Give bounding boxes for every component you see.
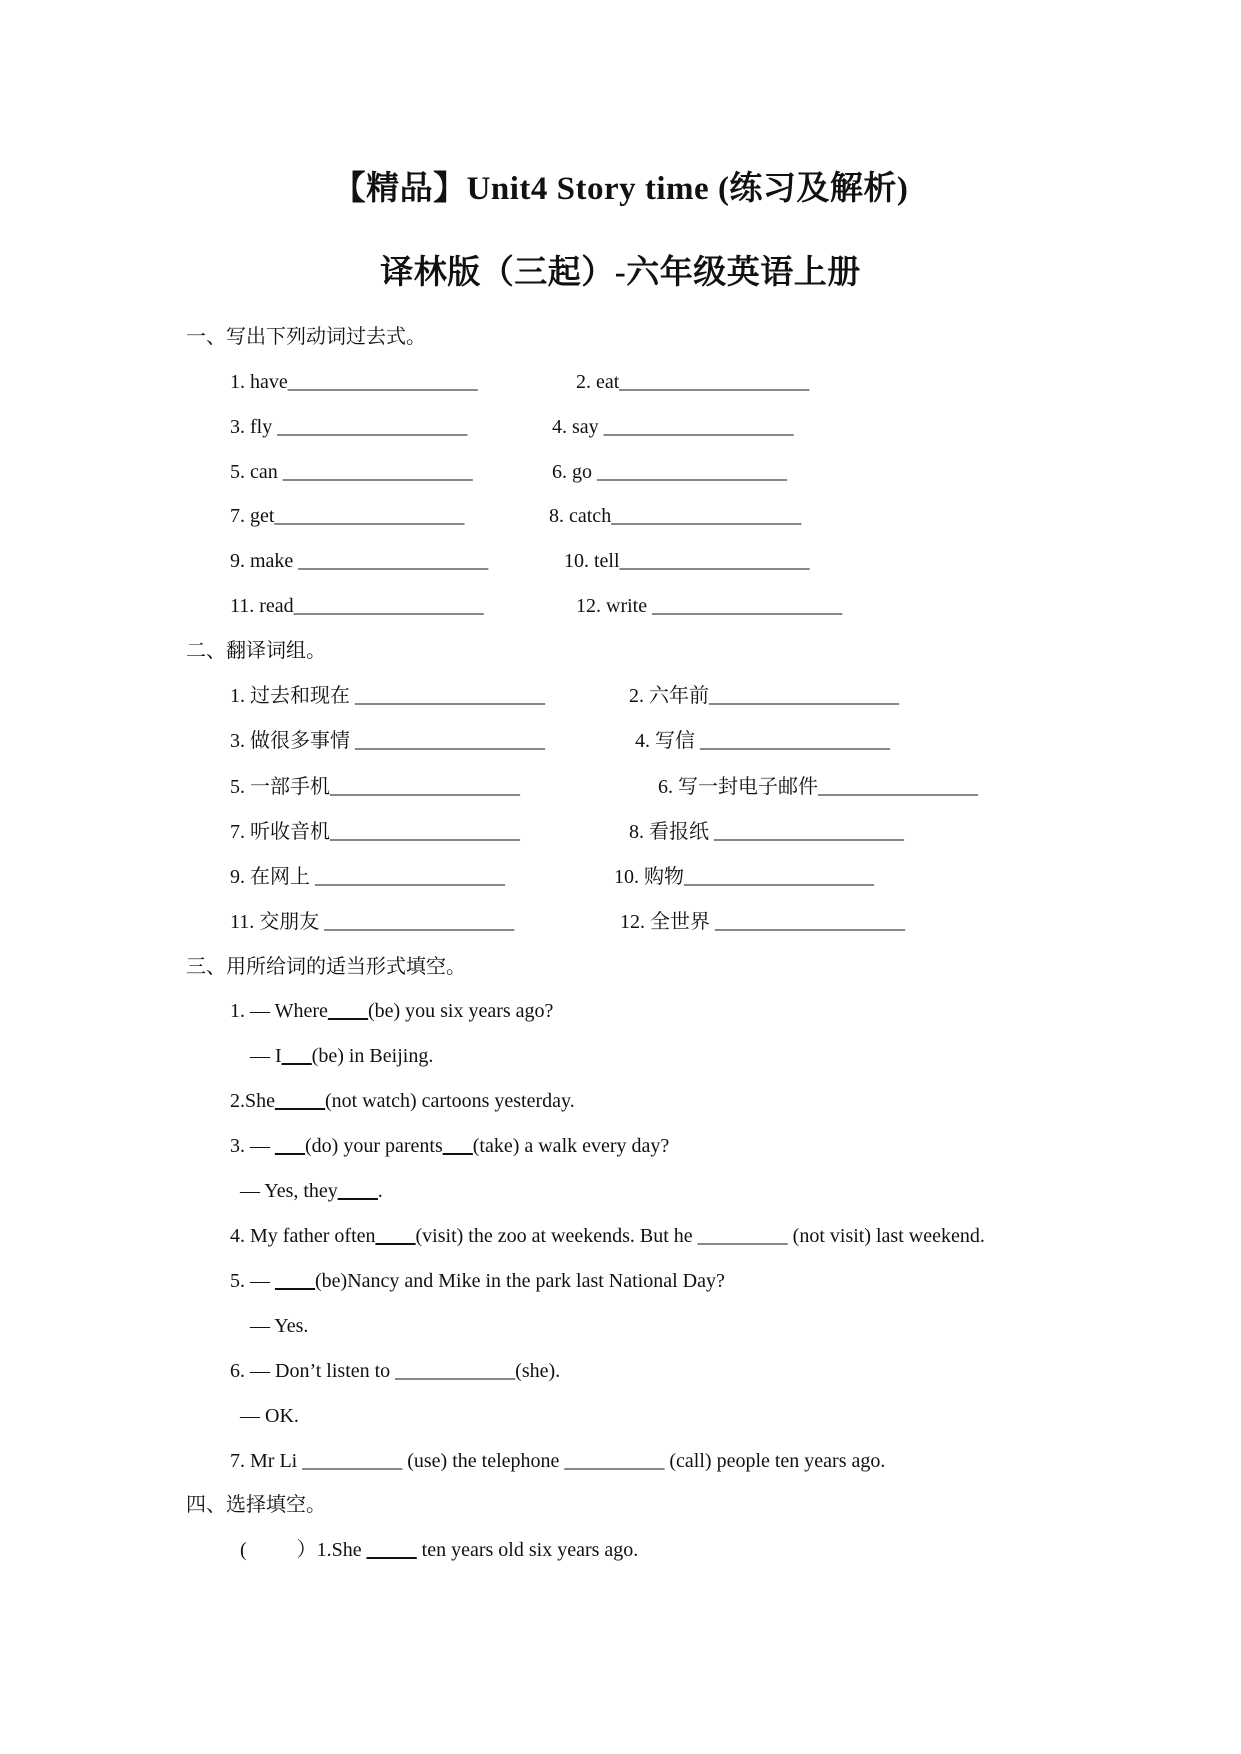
list-item: 11. 交朋友 ___________________ [230,911,515,933]
question-text: (be) in Beijing. [311,1045,434,1067]
list-item: 9. 在网上 ___________________ [230,866,505,888]
list-item: 2. 六年前___________________ [629,685,899,707]
answer-blank: ____ [375,1225,416,1247]
list-item: 2. eat___________________ [576,371,810,393]
question-text: (be) you six years ago? [367,1000,554,1022]
question-text: (visit) the zoo at weekends. But he _________ (not visit) last weekend. [415,1225,985,1247]
list-item: 8. 看报纸 ___________________ [629,821,904,843]
question-4 [230,1223,985,1249]
list-item: 7. get___________________ [230,505,465,527]
section-2-heading: 二、翻译词组。 [186,640,326,662]
section-1-heading: 一、写出下列动词过去式。 [186,326,426,348]
list-item: 9. make ___________________ [230,550,489,572]
page-subtitle: 译林版（三起）-六年级英语上册 [380,255,861,291]
answer-blank: ____ [337,1180,378,1202]
question-text: 2.She [230,1090,275,1112]
question-text: ( ）1.She [240,1539,367,1561]
list-item: 3. fly ___________________ [230,416,468,438]
answer-blank: _____ [275,1090,325,1112]
list-item: 8. catch___________________ [549,505,802,527]
question-1a [230,998,553,1024]
list-item: 6. 写一封电子邮件________________ [658,776,978,798]
question-6a: 6. — Don’t listen to ____________(she). [230,1360,561,1382]
answer-blank: ____ [327,1000,368,1022]
list-item: 5. can ___________________ [230,461,473,483]
list-item: 10. 购物___________________ [614,866,874,888]
question-7: 7. Mr Li __________ (use) the telephone __________ (call) people ten years ago. [230,1450,886,1472]
list-item: 12. 全世界 ___________________ [620,911,905,933]
question-text: 3. — [230,1135,275,1157]
question-text: (not watch) cartoons yesterday. [325,1090,575,1112]
question-text: (do) your parents [305,1135,443,1157]
list-item: 12. write ___________________ [576,595,843,617]
question-text: — I [250,1045,282,1067]
list-item: 1. have___________________ [230,371,478,393]
section-4-heading: 四、选择填空。 [186,1494,326,1516]
answer-blank: ___ [275,1135,305,1157]
answer-blank: ____ [275,1270,315,1292]
page-title: 【精品】Unit4 Story time (练习及解析) [332,171,909,207]
list-item: 6. go ___________________ [552,461,787,483]
question-text: 5. — [230,1270,275,1292]
question-6b: — OK. [240,1405,299,1427]
list-item: 7. 听收音机___________________ [230,821,520,843]
list-item: 1. 过去和现在 ___________________ [230,685,545,707]
answer-blank: ___ [442,1135,473,1157]
list-item: 4. 写信 ___________________ [635,730,890,752]
list-item: 10. tell___________________ [564,550,810,572]
list-item: 3. 做很多事情 ___________________ [230,730,545,752]
question-text: 1. — Where [230,1000,328,1022]
choice-question-1 [240,1537,638,1563]
question-text: 4. My father often [230,1225,376,1247]
list-item: 4. say ___________________ [552,416,794,438]
question-text: ten years old six years ago. [416,1539,639,1561]
question-text: . [377,1180,383,1202]
answer-blank: ___ [281,1045,312,1067]
question-5a [230,1268,725,1294]
question-1b [250,1043,433,1069]
question-3b [240,1178,383,1204]
list-item: 5. 一部手机___________________ [230,776,520,798]
answer-blank: _____ [366,1539,417,1561]
section-3-heading: 三、用所给词的适当形式填空。 [186,956,466,978]
question-text: — Yes, they [240,1180,338,1202]
question-text: (take) a walk every day? [472,1135,670,1157]
question-3a [230,1133,669,1159]
question-2 [230,1088,575,1114]
list-item: 11. read___________________ [230,595,484,617]
question-5b: — Yes. [250,1315,309,1337]
question-text: (be)Nancy and Mike in the park last National Day? [315,1270,725,1292]
